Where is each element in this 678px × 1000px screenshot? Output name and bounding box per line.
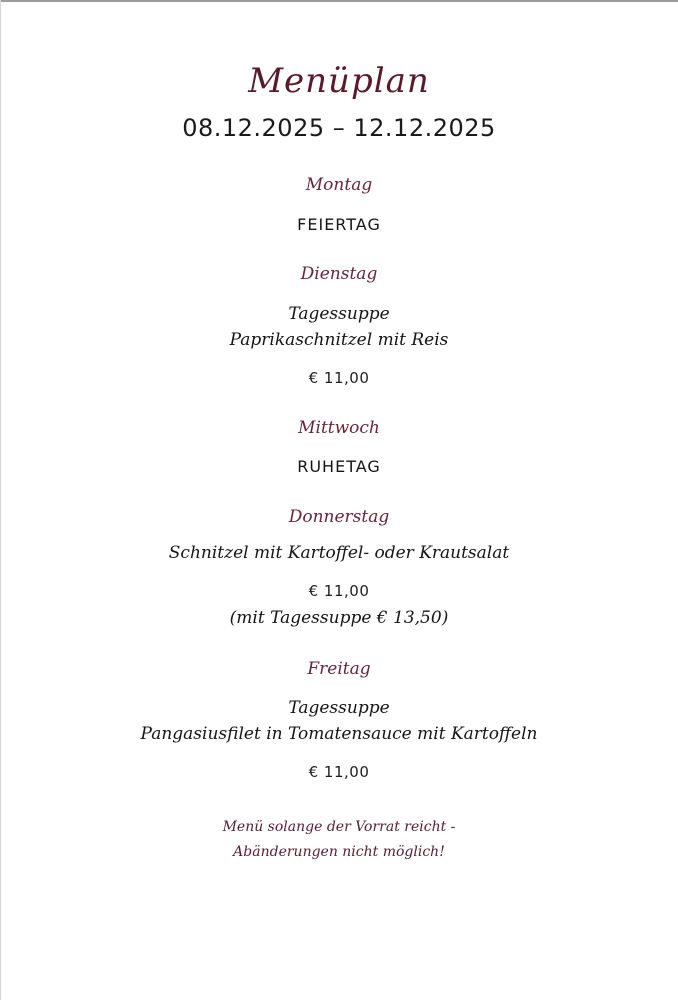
day-heading-mittwoch: Mittwoch	[298, 418, 380, 438]
scan-edge-top	[0, 0, 678, 2]
price-note-donnerstag: (mit Tagessuppe € 13,50)	[229, 608, 449, 628]
day-heading-freitag: Freitag	[307, 659, 371, 679]
day-heading-montag: Montag	[305, 175, 373, 195]
dish-line-dienstag-2: Paprikaschnitzel mit Reis	[229, 330, 449, 350]
dish-line-donnerstag-1: Schnitzel mit Kartoffel- oder Krautsalat	[168, 543, 510, 563]
dish-line-freitag-2: Pangasiusfilet in Tomatensauce mit Kartoffeln	[140, 724, 538, 744]
day-status-montag: FEIERTAG	[297, 215, 381, 234]
dish-line-freitag-1: Tagessuppe	[288, 698, 390, 718]
date-range: 08.12.2025 – 12.12.2025	[182, 114, 496, 142]
footer-note-line-2: Abänderungen nicht möglich!	[233, 844, 445, 860]
price-dienstag: € 11,00	[308, 369, 370, 387]
price-freitag: € 11,00	[308, 763, 370, 781]
day-heading-dienstag: Dienstag	[300, 264, 378, 284]
price-donnerstag: € 11,00	[308, 582, 370, 600]
day-heading-donnerstag: Donnerstag	[288, 507, 390, 527]
dish-line-dienstag-1: Tagessuppe	[288, 304, 390, 324]
page-title: Menüplan	[248, 61, 430, 101]
day-status-mittwoch: RUHETAG	[297, 457, 381, 476]
footer-note-line-1: Menü solange der Vorrat reicht -	[222, 819, 456, 835]
